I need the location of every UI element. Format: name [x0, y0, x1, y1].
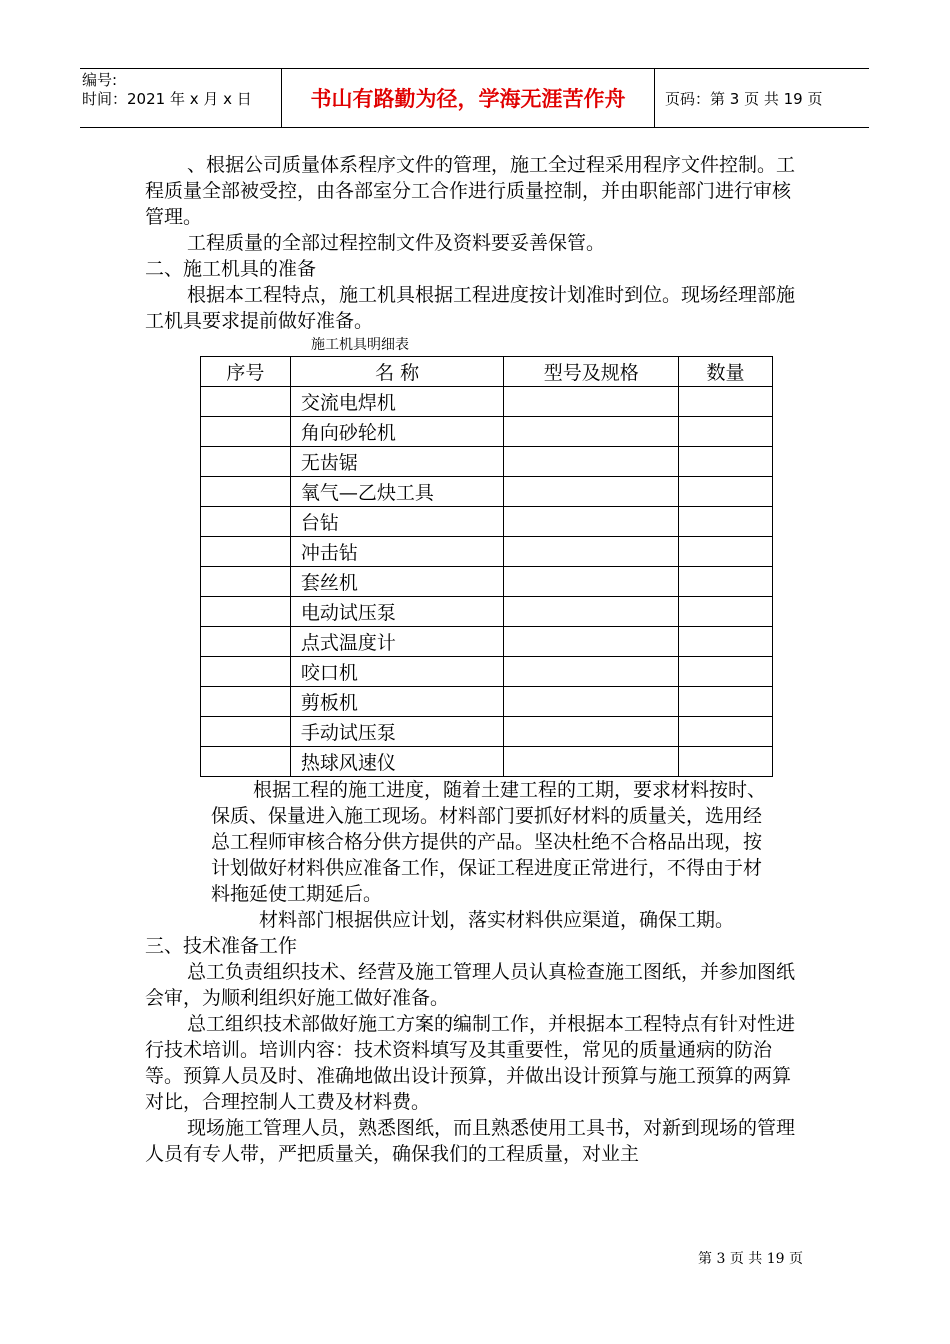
tool-name: 点式温度计: [290, 627, 504, 657]
table-header-row: [201, 357, 773, 387]
tools-table: [200, 356, 773, 777]
table-row: [201, 417, 773, 447]
tool-name: 冲击钻: [290, 537, 504, 567]
tool-name: 台钻: [290, 507, 504, 537]
paragraph-4: 根据工程的施工进度，随着土建工程的工期，要求材料按时、保质、保量进入施工现场。材料部门要抓好材料的质量关，选用经总工程师审核合格分供方提供的产品。坚决杜绝不合格品出现，按计划做好材料供应准备工作，保证工程进度正常进行，不得由于材料拖延使工期延后。: [211, 779, 767, 905]
code-label: 编号:: [82, 71, 118, 89]
header-index: 序号: [201, 357, 291, 387]
paragraph-7: 总工组织技术部做好施工方案的编制工作，并根据本工程特点有针对性进行技术培训。培训内容：技术资料填写及其重要性，常见的质量通病的防治等。预算人员及时、准确地做出设计预算，并做出设计预算与施工预算的两算对比，合理控制人工费及材料费。: [145, 1013, 796, 1113]
table-row: [201, 537, 773, 567]
table-row: [201, 567, 773, 597]
tool-name: 剪板机: [290, 687, 504, 717]
section-heading-2: 二、施工机具的准备: [145, 258, 317, 280]
tool-name: 咬口机: [290, 657, 504, 687]
header-name: 名 称: [290, 357, 504, 387]
table-row: [201, 477, 773, 507]
materials-block: [211, 777, 771, 933]
page-footer: 第 3 页 共 19 页: [698, 1251, 803, 1267]
table-row: [201, 507, 773, 537]
table-row: [201, 597, 773, 627]
section-heading-3: 三、技术准备工作: [145, 935, 298, 957]
tool-name: 热球风速仪: [290, 747, 504, 777]
paragraph-3: 根据本工程特点，施工机具根据工程进度按计划准时到位。现场经理部施工机具要求提前做好准备。: [145, 284, 796, 332]
tool-name: 角向砂轮机: [290, 417, 504, 447]
paragraph-5: 材料部门根据供应计划，落实材料供应渠道，确保工期。: [259, 909, 735, 931]
paragraph-8: 现场施工管理人员，熟悉图纸，而且熟悉使用工具书，对新到现场的管理人员有专人带，严把质量关，确保我们的工程质量，对业主: [145, 1117, 796, 1165]
paragraph-1: 、根据公司质量体系程序文件的管理，施工全过程采用程序文件控制。工程质量全部被受控，由各部室分工合作进行质量控制，并由职能部门进行审核管理。: [145, 154, 796, 228]
document-body: [145, 152, 805, 1167]
paragraph-2: 工程质量的全部过程控制文件及资料要妥善保管。: [187, 232, 606, 254]
header-qty: 数量: [679, 357, 773, 387]
table-row: [201, 447, 773, 477]
header-spec: 型号及规格: [504, 357, 679, 387]
table-row: [201, 657, 773, 687]
table-row: [201, 747, 773, 777]
table-row: [201, 627, 773, 657]
page-header: [80, 68, 869, 128]
header-page-info: 页码：第 3 页 共 19 页: [665, 89, 823, 108]
tool-name: 套丝机: [290, 567, 504, 597]
table-row: [201, 387, 773, 417]
table-row: [201, 717, 773, 747]
tool-name: 氧气—乙炔工具: [290, 477, 504, 507]
tool-name: 无齿锯: [290, 447, 504, 477]
time-label: 时间：2021 年 x 月 x 日: [82, 90, 252, 108]
header-meta: [80, 69, 281, 127]
tool-name: 手动试压泵: [290, 717, 504, 747]
table-row: [201, 687, 773, 717]
tool-name: 电动试压泵: [290, 597, 504, 627]
header-motto: 书山有路勤为径，学海无涯苦作舟: [281, 69, 655, 127]
tool-name: 交流电焊机: [290, 387, 504, 417]
table-caption: 施工机具明细表: [311, 337, 409, 353]
paragraph-6: 总工负责组织技术、经营及施工管理人员认真检查施工图纸，并参加图纸会审，为顺利组织好施工做好准备。: [145, 961, 796, 1009]
